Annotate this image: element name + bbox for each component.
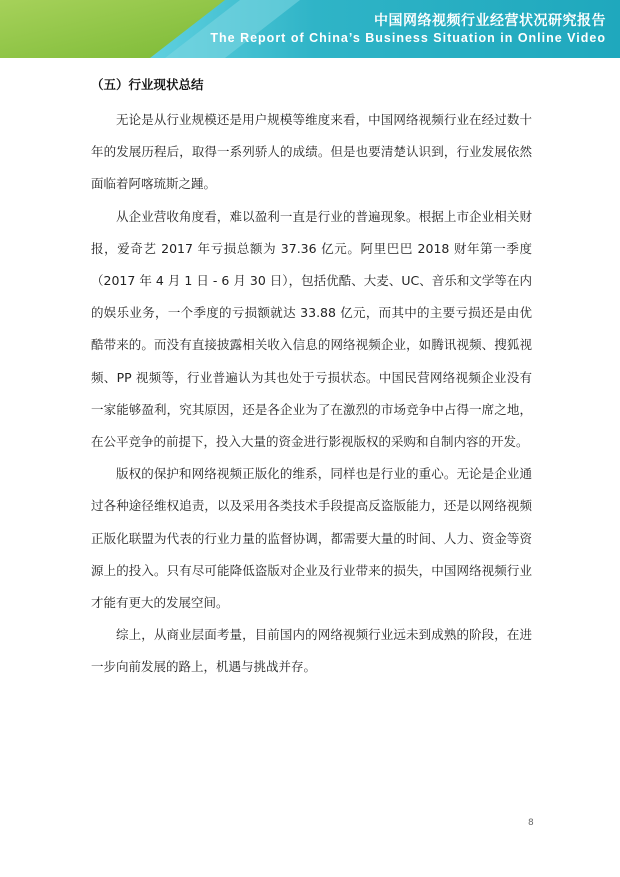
section-heading: （五）行业现状总结 <box>91 77 204 92</box>
main-content <box>91 72 532 684</box>
paragraph-1: 无论是从行业规模还是用户规模等维度来看，中国网络视频行业在经过数十年的发展历程后，取得一系列骄人的成绩。但是也要清楚认识到，行业发展依然面临着阿喀琉斯之踵。 <box>91 112 532 192</box>
paragraph-3: 版权的保护和网络视频正版化的维系，同样也是行业的重心。无论是企业通过各种途径维权追责，以及采用各类技术手段提高反盗版能力，还是以网络视频正版化联盟为代表的行业力量的监督协调，都需要大量的时间、人力、资金等资源上的投入。只有尽可能降低盗版对企业及行业带来的损失，中国网络视频行业才能有更大的发展空间。 <box>91 466 532 611</box>
page-number: 8 <box>528 818 534 828</box>
paragraph-4: 综上，从商业层面考量，目前国内的网络视频行业远未到成熟的阶段，在进一步向前发展的路上，机遇与挑战并存。 <box>91 627 532 675</box>
report-subtitle: The Report of China’s Business Situation in Online Video <box>210 31 606 45</box>
report-title: 中国网络视频行业经营状况研究报告 <box>374 13 606 29</box>
page-header <box>0 0 620 58</box>
paragraph-2: 从企业营收角度看，难以盈利一直是行业的普遍现象。根据上市企业相关财报，爱奇艺 2017 年亏损总额为 37.36 亿元。阿里巴巴 2018 财年第一季度（2017 年 4 月 1 日 - 6 月 30 日），包括优酷、大麦、UC、音乐和文学等在内的娱乐业务，一个季度的亏损额就达 33.88 亿元，而其中的主要亏损还是由优酷带来的。而没有直接披露相关收入信息的网络视频企业，如腾讯视频、搜狐视频、PP 视频等，行业普遍认为其也处于亏损状态。中国民营网络视频企业没有一家能够盈利，究其原因，还是各企业为了在激烈的市场竞争中占得一席之地，在公平竞争的前提下，投入大量的资金进行影视版权的采购和自制内容的开发。 <box>91 208 532 450</box>
